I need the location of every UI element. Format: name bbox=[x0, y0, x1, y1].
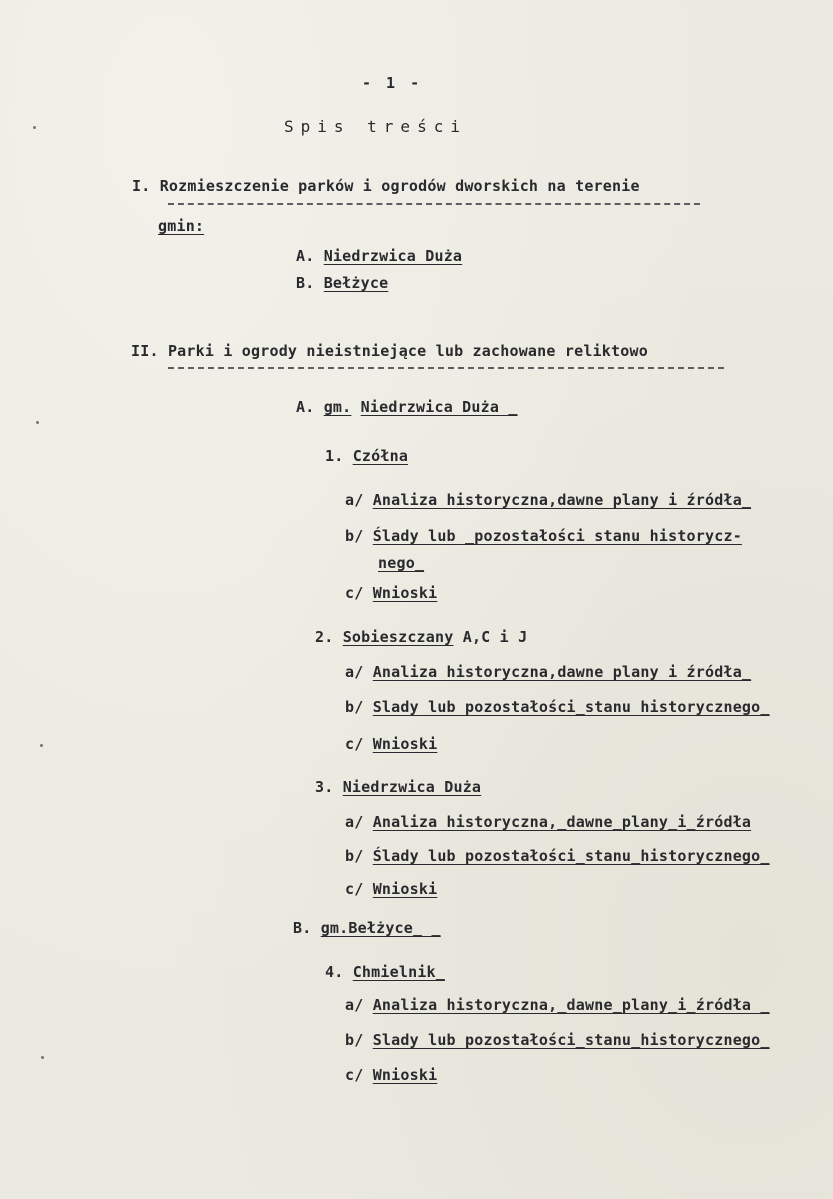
sub-item bbox=[345, 490, 751, 510]
item-letter: A. bbox=[296, 247, 315, 265]
sub-item-text: Wnioski bbox=[372, 1066, 438, 1084]
list-item bbox=[296, 273, 388, 293]
page-number: - 1 - bbox=[362, 74, 423, 92]
sub-item bbox=[345, 734, 437, 754]
sub-item-letter: a/ bbox=[345, 996, 364, 1014]
sub-item-text: Ślady lub pozostałości_stanu_historycznego_ bbox=[372, 847, 770, 865]
sub-item-letter: c/ bbox=[345, 735, 364, 753]
sub-item-letter: c/ bbox=[345, 1066, 364, 1084]
margin-speck bbox=[33, 126, 36, 129]
sub-item-letter: c/ bbox=[345, 880, 364, 898]
section-title-continuation: gmin: bbox=[158, 217, 205, 235]
place-heading bbox=[325, 446, 408, 466]
sub-item bbox=[345, 583, 437, 603]
sub-item-letter: b/ bbox=[345, 527, 364, 545]
sub-item-letter: a/ bbox=[345, 813, 364, 831]
sub-item-letter: a/ bbox=[345, 491, 364, 509]
sub-item-letter: b/ bbox=[345, 1031, 364, 1049]
sub-item bbox=[345, 1065, 437, 1085]
place-number: 4. bbox=[325, 963, 344, 981]
item-name: Niedrzwica Duża bbox=[323, 247, 463, 265]
sub-item-text: Slady lub pozostałości_stanu historycznego_ bbox=[372, 698, 770, 716]
sub-item bbox=[345, 879, 437, 899]
sub-item bbox=[345, 812, 751, 832]
group-name: gm.Bełżyce_ _ bbox=[320, 919, 441, 937]
sub-item-text-continuation: nego_ bbox=[378, 554, 425, 572]
sub-item bbox=[345, 995, 770, 1015]
section-numeral: II. bbox=[131, 342, 159, 360]
sub-item bbox=[345, 1030, 770, 1050]
sub-item-text: Wnioski bbox=[372, 735, 438, 753]
group-heading bbox=[296, 397, 518, 417]
margin-speck bbox=[41, 1056, 44, 1059]
section-numeral: I. bbox=[132, 177, 151, 195]
place-number: 2. bbox=[315, 628, 334, 646]
sub-item bbox=[345, 526, 742, 546]
sub-item-text: Analiza historyczna,dawne plany i źródła_ bbox=[372, 491, 752, 509]
section-title: Rozmieszczenie parków i ogrodów dworskich na terenie bbox=[159, 177, 640, 195]
place-number: 1. bbox=[325, 447, 344, 465]
section-underline bbox=[168, 203, 700, 205]
place-heading bbox=[315, 627, 527, 647]
group-letter: B. bbox=[293, 919, 312, 937]
sub-item-text: Ślady lub _pozostałości stanu historycz- bbox=[372, 527, 742, 545]
sub-item-letter: b/ bbox=[345, 847, 364, 865]
sub-item-letter: a/ bbox=[345, 663, 364, 681]
place-heading bbox=[315, 777, 481, 797]
section-heading bbox=[131, 341, 648, 361]
section-underline bbox=[168, 367, 724, 369]
place-suffix: A,C i J bbox=[462, 628, 528, 646]
sub-item-letter: b/ bbox=[345, 698, 364, 716]
item-letter: B. bbox=[296, 274, 315, 292]
place-name: Sobieszczany bbox=[342, 628, 454, 646]
sub-item-text: Analiza historyczna,_dawne_plany_i_źródła _ bbox=[372, 996, 770, 1014]
group-prefix: gm. bbox=[323, 398, 352, 416]
place-name: Chmielnik_ bbox=[352, 963, 446, 981]
sub-item-text: Wnioski bbox=[372, 584, 438, 602]
sub-item bbox=[345, 697, 770, 717]
margin-speck bbox=[40, 744, 43, 747]
margin-speck bbox=[36, 421, 39, 424]
place-heading bbox=[325, 962, 445, 982]
sub-item-text: Analiza historyczna,_dawne_plany_i_źródła bbox=[372, 813, 752, 831]
place-number: 3. bbox=[315, 778, 334, 796]
sub-item-letter: c/ bbox=[345, 584, 364, 602]
sub-item-text: Analiza historyczna,dawne plany i źródła_ bbox=[372, 663, 752, 681]
group-heading bbox=[293, 918, 441, 938]
group-name: Niedrzwica Duża _ bbox=[360, 398, 518, 416]
list-item bbox=[296, 246, 462, 266]
sub-item-text: Slady lub pozostałości_stanu_historycznego_ bbox=[372, 1031, 770, 1049]
group-letter: A. bbox=[296, 398, 315, 416]
page-title: Spis treści bbox=[284, 117, 467, 136]
place-name: Czółna bbox=[352, 447, 409, 465]
section-heading bbox=[132, 176, 640, 196]
item-name: Bełżyce bbox=[323, 274, 389, 292]
place-name: Niedrzwica Duża bbox=[342, 778, 482, 796]
section-title: Parki i ogrody nieistniejące lub zachowane reliktowo bbox=[167, 342, 648, 360]
sub-item bbox=[345, 846, 770, 866]
sub-item-text: Wnioski bbox=[372, 880, 438, 898]
sub-item bbox=[345, 662, 751, 682]
